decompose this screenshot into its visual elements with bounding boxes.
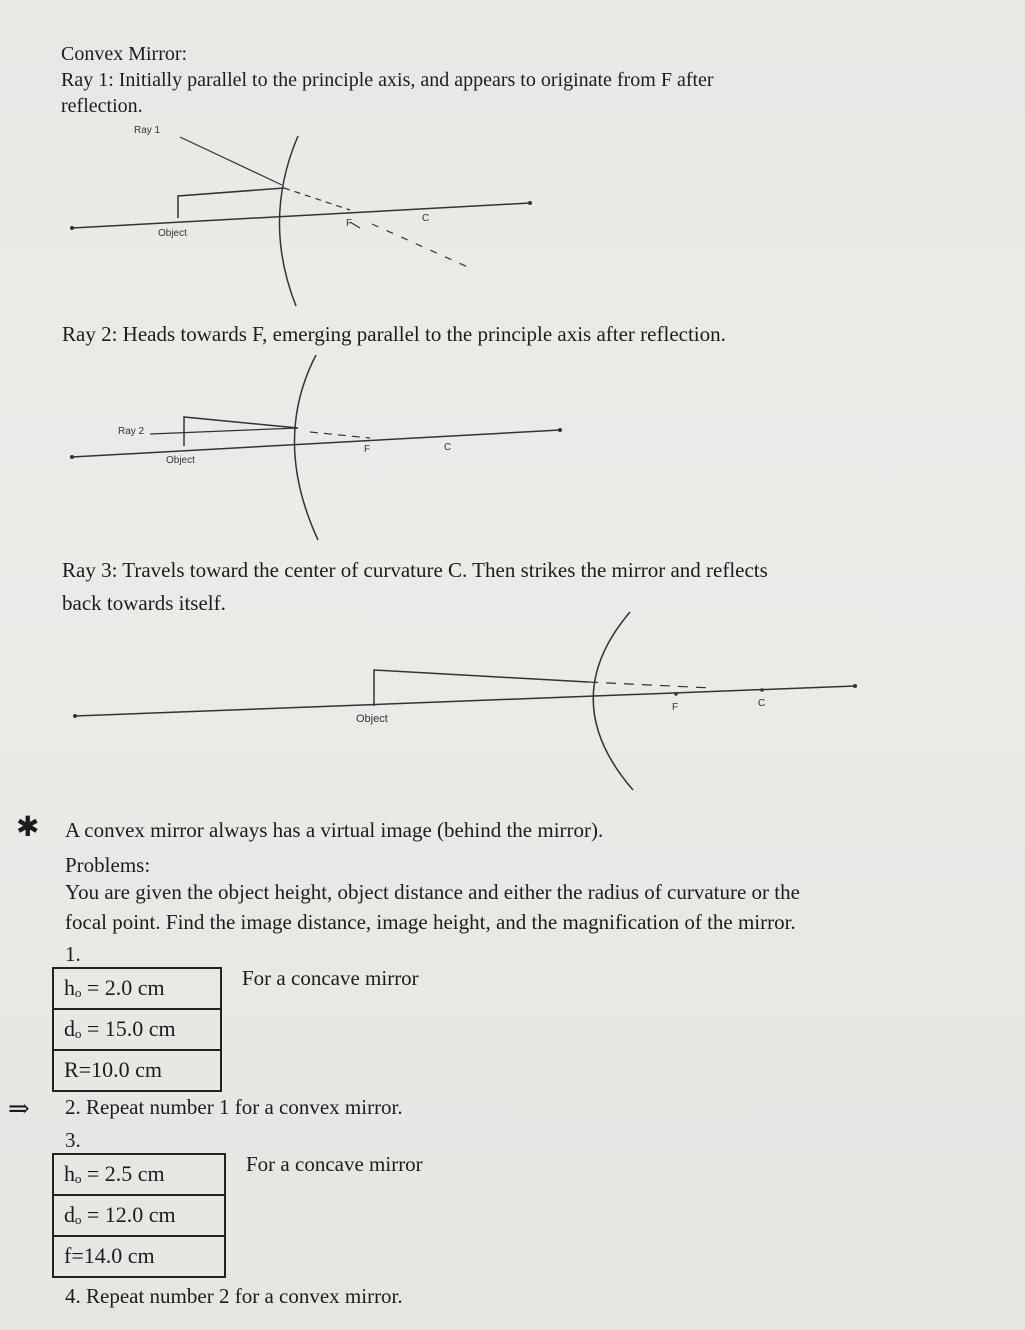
- arrow-right-icon: ⇒: [8, 1094, 30, 1123]
- problem1-ho: hₒ = 2.0 cm: [53, 968, 221, 1009]
- ray2-object-label: Object: [166, 455, 195, 466]
- ray3-description-line2: back towards itself.: [62, 591, 226, 615]
- object-ray-1: [178, 188, 284, 218]
- problem3-ho: hₒ = 2.5 cm: [53, 1154, 225, 1195]
- ray2-c-label: C: [444, 442, 452, 453]
- principal-axis-2: [72, 430, 560, 457]
- problems-intro-line1: You are given the object height, object distance and either the radius of curvature or the: [65, 880, 800, 904]
- problem3-number: 3.: [65, 1128, 81, 1152]
- principal-axis-1: [72, 203, 530, 228]
- ray1-f-label: F: [346, 218, 353, 229]
- ray1-description-line2: reflection.: [61, 95, 143, 117]
- problem1-do: dₒ = 15.0 cm: [53, 1009, 221, 1050]
- convex-mirror-3: [593, 612, 633, 790]
- emerging-ray-2: [150, 428, 298, 434]
- problem1-note: For a concave mirror: [242, 966, 419, 990]
- convex-mirror-1: [279, 136, 298, 306]
- problem3-focal: f=14.0 cm: [53, 1236, 225, 1277]
- ray3-diagram: [73, 612, 857, 790]
- convex-mirror-2: [294, 355, 318, 540]
- problems-intro-line2: focal point. Find the image distance, image height, and the magnification of the mirror.: [65, 910, 796, 934]
- section-title: Convex Mirror:: [61, 43, 188, 65]
- ray2-label: Ray 2: [118, 426, 145, 437]
- ray3-description-line1: Ray 3: Travels toward the center of curvature C. Then strikes the mirror and reflects: [62, 558, 768, 582]
- problem3-note: For a concave mirror: [246, 1152, 423, 1176]
- ray2-description: Ray 2: Heads towards F, emerging parallel to the principle axis after reflection.: [62, 322, 726, 346]
- ray2-f-label: F: [364, 444, 371, 455]
- problem4: 4. Repeat number 2 for a convex mirror.: [65, 1284, 403, 1308]
- problems-heading: Problems:: [65, 853, 151, 877]
- problem3-givens: [52, 1153, 226, 1278]
- ray1-diagram: [70, 125, 532, 306]
- problem2: 2. Repeat number 1 for a convex mirror.: [65, 1095, 403, 1119]
- problem1-radius: R=10.0 cm: [53, 1050, 221, 1091]
- ray3-object-label: Object: [356, 713, 388, 725]
- problem1-givens: [52, 967, 222, 1092]
- ray1-description-line1: Ray 1: Initially parallel to the principle axis, and appears to originate from F after: [61, 69, 714, 91]
- ray2-diagram: [70, 355, 562, 540]
- ray3-f-label: F: [672, 702, 679, 713]
- ray1-label: Ray 1: [134, 125, 161, 136]
- principal-axis-3: [75, 686, 855, 716]
- virtual-image-note: A convex mirror always has a virtual image (behind the mirror).: [65, 818, 604, 842]
- problem1-number: 1.: [65, 942, 81, 966]
- star-icon: ✱: [16, 812, 40, 843]
- virtual-ray-1: [372, 224, 470, 268]
- problem3-do: dₒ = 12.0 cm: [53, 1195, 225, 1236]
- virtual-ray-2: [310, 432, 370, 438]
- ray1-c-label: C: [422, 213, 430, 224]
- virtual-ray-3: [588, 682, 712, 688]
- incident-ray-1: [180, 137, 282, 185]
- ray1-object-label: Object: [158, 228, 187, 239]
- ray3-c-label: C: [758, 698, 766, 709]
